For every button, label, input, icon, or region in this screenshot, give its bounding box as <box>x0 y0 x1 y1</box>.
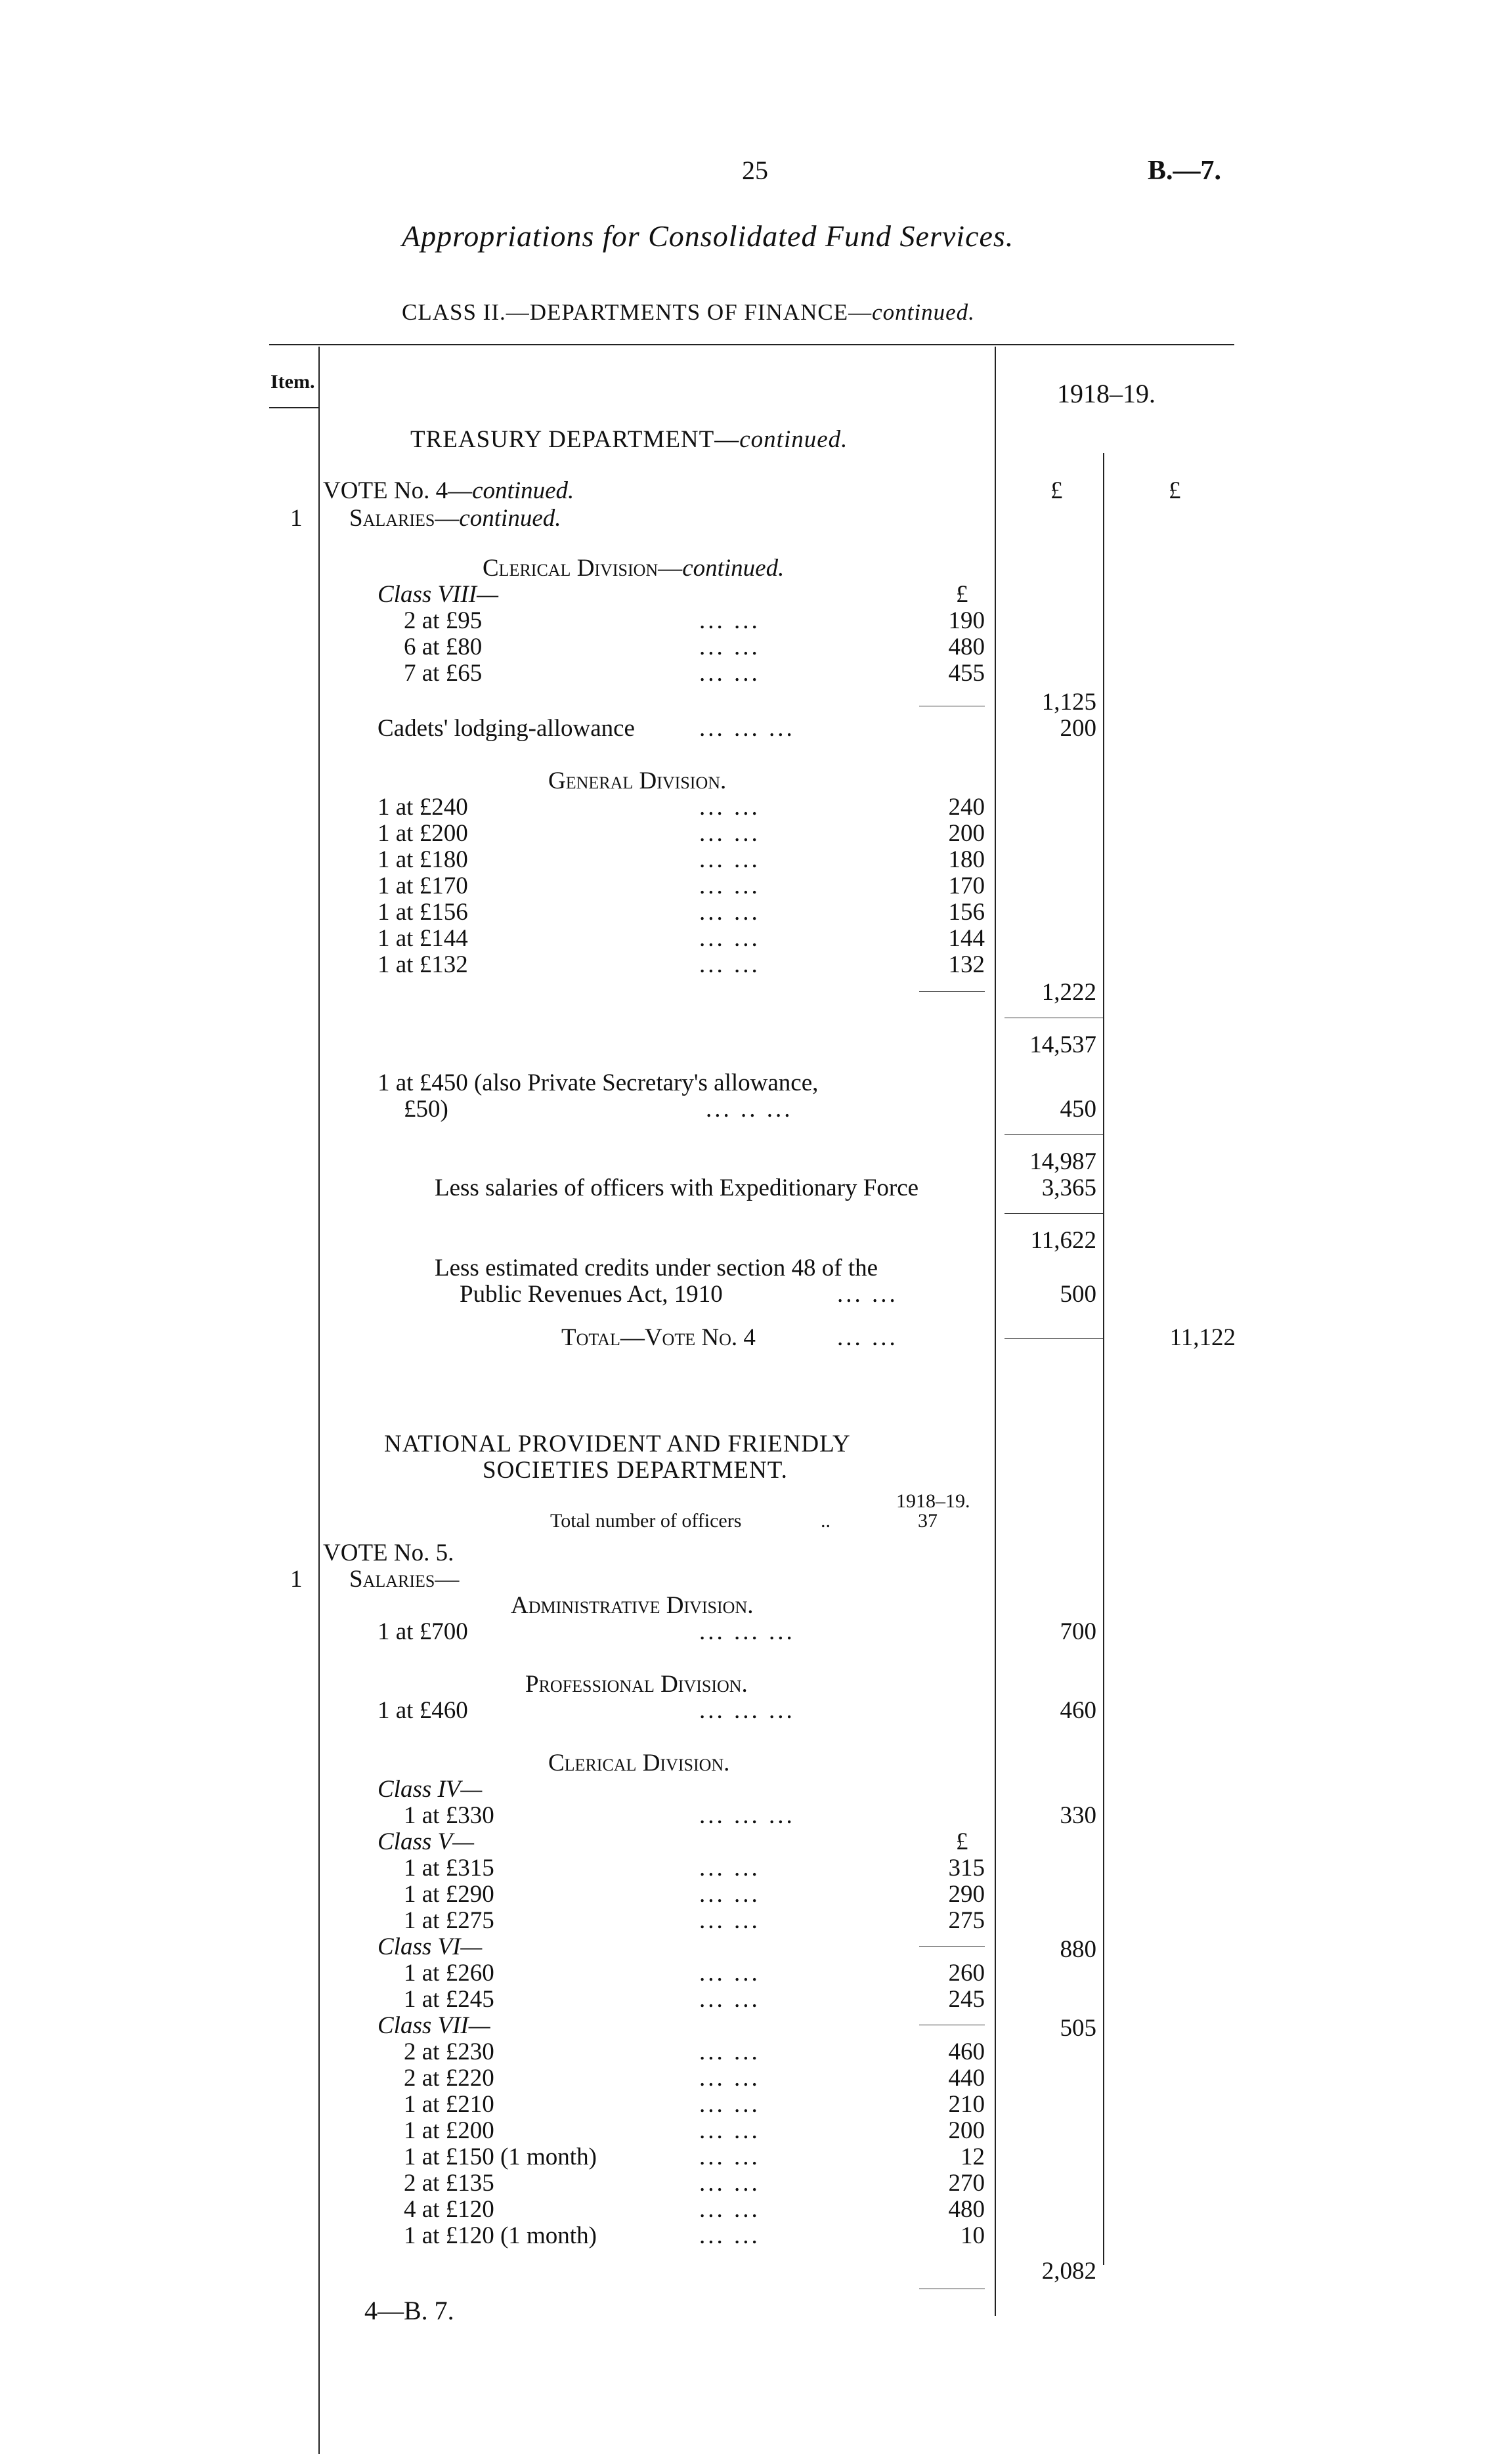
npfs-clerical-heading: Clerical Division. <box>548 1750 730 1776</box>
admin-label: 1 at £700 <box>378 1618 468 1645</box>
row-dots: ... ... <box>699 2038 760 2065</box>
row-dots: ... ... <box>699 2170 760 2197</box>
cadets-allowance-dots: ... ... ... <box>699 715 795 742</box>
row-amount: 460 <box>948 2038 985 2065</box>
row-label: 2 at £95 <box>404 607 483 634</box>
vote-4-total-rule <box>1004 1338 1103 1339</box>
row-amount: 210 <box>948 2091 985 2118</box>
row-amount: 275 <box>948 1907 985 1934</box>
subtotal-1: 14,537 <box>1029 1031 1096 1058</box>
row-amount: 245 <box>948 1986 985 2013</box>
page-title: Appropriations for Consolidated Fund Services. <box>402 219 1014 253</box>
row-dots: ... ... <box>699 794 760 821</box>
class-v-sum-rule <box>919 1946 985 1947</box>
row-dots: ... ... <box>699 2065 760 2092</box>
item-header-rule <box>269 407 318 408</box>
treasury-salaries-text: Salaries— <box>349 505 460 532</box>
class-vi-label: Class VI— <box>378 1933 483 1960</box>
prof-label: 1 at £460 <box>378 1697 468 1724</box>
class-vii-label: Class VII— <box>378 2012 490 2039</box>
class-iv-label: Class IV— <box>378 1776 483 1803</box>
row-label: 2 at £135 <box>404 2170 494 2197</box>
npfs-salaries: Salaries— <box>349 1566 460 1593</box>
vote-4-total-label: Total—Vote No. 4 <box>561 1324 756 1351</box>
class-heading-cont: continued. <box>872 299 975 325</box>
administrative-division-heading: Administrative Division. <box>511 1592 754 1619</box>
row-label: 1 at £200 <box>404 2117 494 2144</box>
row-amount: 240 <box>948 794 985 821</box>
treasury-dept-title <box>410 427 848 453</box>
footer-signature: 4—B. 7. <box>364 2296 454 2325</box>
row-label: 1 at £150 (1 month) <box>404 2143 597 2170</box>
row-amount: 190 <box>948 607 985 634</box>
document-reference: B.—7. <box>1148 156 1222 186</box>
row-amount: 200 <box>948 2117 985 2144</box>
row-dots: ... ... <box>699 2117 760 2144</box>
row-amount: 290 <box>948 1881 985 1908</box>
treasury-vote-cont: continued. <box>472 477 574 504</box>
less-salaries-label: Less salaries of officers with Expeditionary Force <box>435 1174 919 1201</box>
class-iv-row-label: 1 at £330 <box>404 1802 494 1829</box>
row-label: 1 at £210 <box>404 2091 494 2118</box>
row-amount: 455 <box>948 660 985 687</box>
officers-label: Total number of officers <box>550 1510 742 1532</box>
treasury-salaries-cont: continued. <box>459 505 561 532</box>
subtotal-2: 14,987 <box>1029 1148 1096 1175</box>
row-label: 7 at £65 <box>404 660 483 687</box>
row-label: 1 at £170 <box>378 872 468 899</box>
row-dots: ... ... <box>699 2091 760 2118</box>
row-label: 2 at £220 <box>404 2065 494 2092</box>
row-amount: 480 <box>948 2196 985 2223</box>
row-label: 1 at £275 <box>404 1907 494 1934</box>
class-viii-label: Class VIII— <box>378 581 498 608</box>
row-dots: ... ... <box>699 820 760 847</box>
npfs-vote: VOTE No. 5. <box>323 1539 454 1566</box>
treasury-dept-title-text: TREASURY DEPARTMENT— <box>410 426 740 453</box>
treasury-dept-title-cont: continued. <box>739 426 848 453</box>
cadets-allowance-amount: 200 <box>1060 715 1096 742</box>
row-amount: 480 <box>948 634 985 660</box>
treasury-salaries <box>349 506 561 532</box>
row-dots: ... ... <box>699 846 760 873</box>
row-label: 1 at £120 (1 month) <box>404 2222 597 2249</box>
npfs-item-number: 1 <box>290 1566 303 1593</box>
pound-header-a: £ <box>1050 477 1063 504</box>
class-v-pound: £ <box>956 1828 968 1855</box>
row-dots: ... ... <box>699 2222 760 2249</box>
private-secretary-amount: 450 <box>1060 1096 1096 1123</box>
class-iv-dots: ... ... ... <box>699 1802 795 1829</box>
subtotal-3-rule <box>1004 1213 1103 1214</box>
private-secretary-dots: ... .. ... <box>706 1096 793 1123</box>
class-iv-amount: 330 <box>1060 1802 1096 1829</box>
row-amount: 315 <box>948 1855 985 1882</box>
total-column-rule <box>1103 453 1104 2265</box>
row-label: 1 at £200 <box>378 820 468 847</box>
admin-dots: ... ... ... <box>699 1618 795 1645</box>
row-label: 1 at £315 <box>404 1855 494 1882</box>
row-dots: ... ... <box>699 1960 760 1987</box>
less-salaries-amount: 3,365 <box>1041 1174 1096 1201</box>
less-credits-line1: Less estimated credits under section 48 of the <box>435 1255 878 1281</box>
class-heading <box>402 299 975 326</box>
row-amount: 132 <box>948 951 985 978</box>
row-label: 1 at £132 <box>378 951 468 978</box>
vote-4-total-dots: ... ... <box>837 1324 898 1351</box>
treasury-vote <box>323 478 574 504</box>
pound-inner-header: £ <box>956 581 968 608</box>
row-dots: ... ... <box>699 1855 760 1882</box>
general-division-total: 1,222 <box>1041 979 1096 1006</box>
item-column-header: Item. <box>270 371 315 393</box>
officers-count: 37 <box>918 1510 938 1532</box>
private-secretary-line2: £50) <box>404 1096 448 1123</box>
row-dots: ... ... <box>699 607 760 634</box>
row-amount: 260 <box>948 1960 985 1987</box>
npfs-title-line2: SOCIETIES DEPARTMENT. <box>483 1457 788 1484</box>
row-amount: 200 <box>948 820 985 847</box>
pound-header-b: £ <box>1169 477 1181 504</box>
row-dots: ... ... <box>699 634 760 660</box>
less-credits-dots: ... ... <box>837 1281 898 1308</box>
class-vi-total: 505 <box>1060 2015 1096 2042</box>
class-v-label: Class V— <box>378 1828 475 1855</box>
officers-year: 1918–19. <box>896 1490 970 1512</box>
prof-dots: ... ... ... <box>699 1697 795 1724</box>
item-column-rule <box>318 347 320 2454</box>
row-label: 6 at £80 <box>404 634 483 660</box>
row-label: 1 at £180 <box>378 846 468 873</box>
subtotal-2-rule <box>1004 1134 1103 1135</box>
admin-amount: 700 <box>1060 1618 1096 1645</box>
row-amount: 12 <box>961 2143 985 2170</box>
row-label: 1 at £240 <box>378 794 468 821</box>
treasury-item-number: 1 <box>290 505 303 532</box>
row-label: 4 at £120 <box>404 2196 494 2223</box>
table-top-rule <box>269 344 1234 345</box>
row-dots: ... ... <box>699 951 760 978</box>
class-viii-total: 1,125 <box>1041 689 1096 716</box>
class-v-total: 880 <box>1060 1936 1096 1963</box>
row-label: 1 at £144 <box>378 925 468 952</box>
row-label: 1 at £290 <box>404 1881 494 1908</box>
general-division-heading: General Division. <box>548 767 727 794</box>
cadets-allowance-label: Cadets' lodging-allowance <box>378 715 635 742</box>
row-dots: ... ... <box>699 1986 760 2013</box>
subtotal-3: 11,622 <box>1030 1227 1096 1254</box>
general-sum-rule <box>919 991 985 992</box>
professional-division-heading: Professional Division. <box>525 1671 748 1698</box>
row-label: 1 at £245 <box>404 1986 494 2013</box>
officers-dots: .. <box>821 1510 831 1532</box>
private-secretary-line1: 1 at £450 (also Private Secretary's allowance, <box>378 1069 819 1096</box>
row-dots: ... ... <box>699 872 760 899</box>
year-column-header: 1918–19. <box>1057 379 1156 408</box>
clerical-division-heading-cont: continued. <box>682 555 785 582</box>
amount-column-rule <box>995 347 996 2316</box>
row-dots: ... ... <box>699 660 760 687</box>
row-dots: ... ... <box>699 2143 760 2170</box>
row-amount: 170 <box>948 872 985 899</box>
row-dots: ... ... <box>699 1907 760 1934</box>
row-amount: 10 <box>961 2222 985 2249</box>
treasury-vote-text: VOTE No. 4— <box>323 477 473 504</box>
row-dots: ... ... <box>699 899 760 926</box>
row-amount: 156 <box>948 899 985 926</box>
vote-4-total-amount: 11,122 <box>1169 1324 1236 1351</box>
row-dots: ... ... <box>699 925 760 952</box>
row-dots: ... ... <box>699 1881 760 1908</box>
clerical-division-heading-text: Clerical Division— <box>483 555 683 582</box>
row-label: 1 at £260 <box>404 1960 494 1987</box>
row-amount: 144 <box>948 925 985 952</box>
row-amount: 270 <box>948 2170 985 2197</box>
row-amount: 180 <box>948 846 985 873</box>
row-dots: ... ... <box>699 2196 760 2223</box>
row-label: 1 at £156 <box>378 899 468 926</box>
npfs-title-line1: NATIONAL PROVIDENT AND FRIENDLY <box>384 1431 851 1457</box>
prof-amount: 460 <box>1060 1697 1096 1724</box>
row-amount: 440 <box>948 2065 985 2092</box>
row-label: 2 at £230 <box>404 2038 494 2065</box>
class-vii-total: 2,082 <box>1041 2258 1096 2285</box>
class-heading-text: CLASS II.—DEPARTMENTS OF FINANCE— <box>402 299 873 325</box>
less-credits-amount: 500 <box>1060 1281 1096 1308</box>
page-number: 25 <box>742 156 768 185</box>
clerical-division-heading <box>483 555 784 582</box>
less-credits-line2: Public Revenues Act, 1910 <box>460 1281 723 1308</box>
